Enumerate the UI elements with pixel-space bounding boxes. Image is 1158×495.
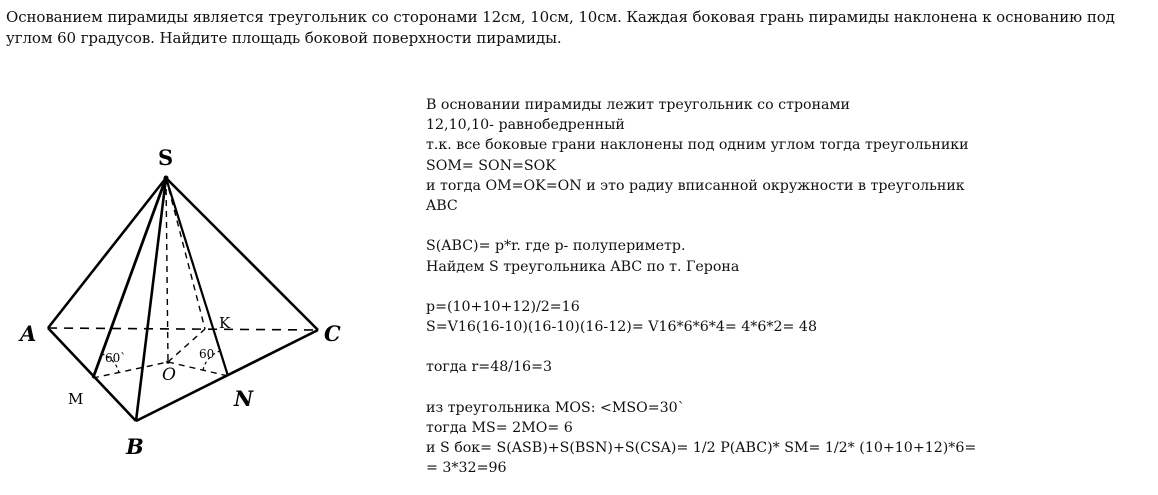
- solution-line: [426, 216, 1146, 236]
- solution-line: т.к. все боковые грани наклонены под одним углом тогда треугольники: [426, 137, 969, 154]
- solution-line: [426, 277, 1146, 297]
- solution-line: p=(10+10+12)/2=16: [426, 298, 580, 315]
- solution-line: = 3*32=96: [426, 460, 507, 477]
- point-O: [166, 360, 170, 364]
- solution-line: S=V16(16-10)(16-10)(16-12)= V16*6*6*4= 4*6*2= 48: [426, 319, 817, 336]
- solution-line: SOM= SON=SOK: [426, 157, 556, 174]
- label-C: C: [324, 321, 341, 346]
- label-M: M: [68, 390, 84, 408]
- solution-line: [426, 337, 1146, 357]
- apothem-SK-hidden: [166, 178, 205, 329]
- angle-label-M: 60`: [105, 351, 127, 365]
- problem-statement: [6, 7, 1146, 49]
- solution-line: S(ABC)= p*r. где p- полупериметр.: [426, 238, 686, 255]
- label-O: O: [162, 365, 176, 385]
- solution-line: [426, 378, 1146, 398]
- solution-line: В основании пирамиды лежит треугольник со стронами: [426, 97, 850, 113]
- solution-line: из треугольника MOS: <MSO=30`: [426, 399, 685, 416]
- solution-line: тогда r=48/16=3: [426, 359, 552, 376]
- label-S: S: [158, 145, 174, 170]
- label-K: K: [219, 314, 231, 332]
- solution-line: тогда MS= 2MO= 6: [426, 420, 573, 436]
- pyramid-figure: [0, 130, 400, 491]
- radius-ON: [168, 362, 228, 376]
- point-S: [164, 176, 169, 181]
- problem-text: Основанием пирамиды является треугольник со сторонами 12см, 10см, 10см. Каждая боковая грань пирамиды наклонена к основанию под углом 60 градусов. Найдите площадь боковой поверхности пирамиды.: [6, 8, 1115, 47]
- solution-line: ABC: [426, 197, 458, 214]
- label-A: A: [20, 321, 37, 346]
- solution-line: и S бок= S(ASB)+S(BSN)+S(CSA)= 1/2 P(ABC)* SM= 1/2* (10+10+12)*6=: [426, 440, 977, 457]
- label-N: N: [234, 386, 254, 411]
- apothem-SM: [93, 178, 166, 378]
- solution-line: Найдем S треугольника ABC по т. Герона: [426, 258, 740, 275]
- solution-text: [426, 95, 1146, 479]
- edge-AB: [48, 328, 136, 421]
- angle-label-N: 60: [199, 347, 215, 361]
- edge-AC-hidden: [48, 328, 318, 330]
- solution-line: 12,10,10- равнобедренный: [426, 117, 625, 134]
- height-SO: [166, 178, 168, 362]
- edge-SA: [48, 178, 166, 328]
- label-B: B: [126, 434, 144, 459]
- pyramid-diagram: [0, 130, 400, 491]
- solution-line: и тогда OM=OK=ON и это радиу вписанной окружности в треугольник: [426, 177, 965, 194]
